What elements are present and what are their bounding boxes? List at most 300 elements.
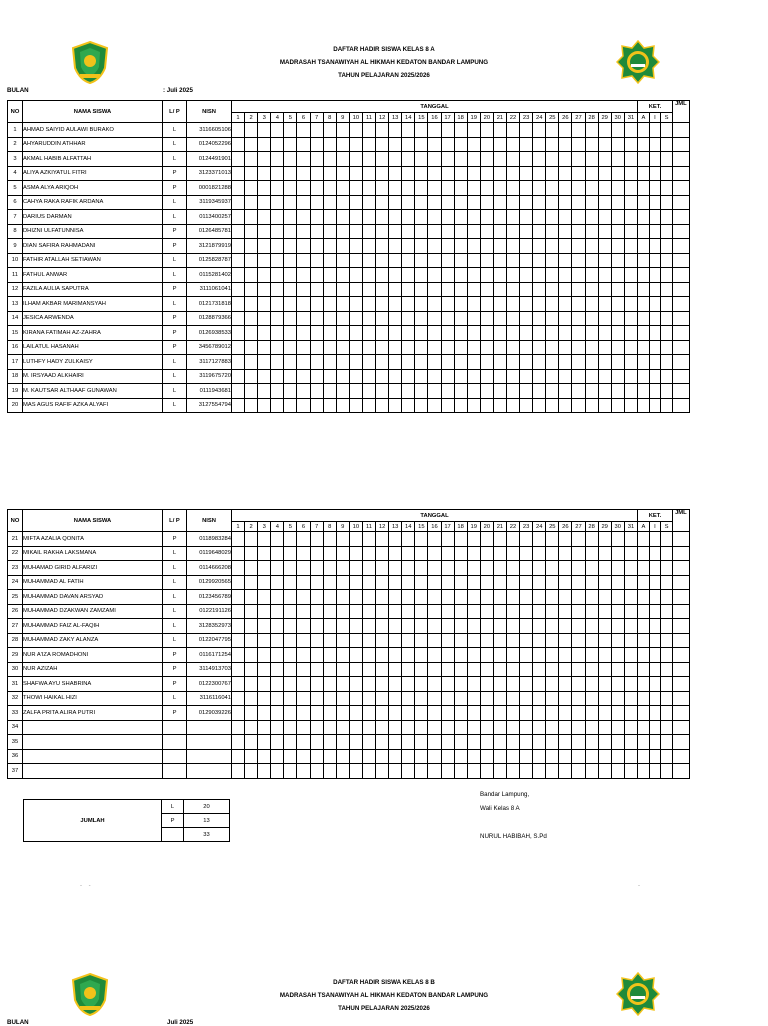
attendance-cell xyxy=(349,181,362,196)
attendance-cell xyxy=(310,123,323,138)
attendance-cell xyxy=(533,749,546,764)
ket-cell xyxy=(649,166,661,181)
attendance-cell xyxy=(336,239,349,254)
attendance-cell xyxy=(389,311,402,326)
attendance-cell xyxy=(480,706,493,721)
attendance-cell xyxy=(232,561,245,576)
attendance-cell xyxy=(362,282,375,297)
attendance-cell xyxy=(362,224,375,239)
attendance-cell xyxy=(415,311,428,326)
attendance-cell xyxy=(402,137,415,152)
attendance-cell xyxy=(232,735,245,750)
day-header-19: 19 xyxy=(467,522,480,532)
ket-cell xyxy=(638,123,650,138)
attendance-cell xyxy=(389,575,402,590)
attendance-cell xyxy=(336,282,349,297)
attendance-cell xyxy=(559,239,572,254)
day-header-22: 22 xyxy=(506,522,519,532)
student-name: NUR A'IZA ROMADHONI xyxy=(23,648,163,663)
attendance-cell xyxy=(428,604,441,619)
attendance-cell xyxy=(336,268,349,283)
attendance-cell xyxy=(624,181,637,196)
attendance-cell xyxy=(310,181,323,196)
attendance-cell xyxy=(585,355,598,370)
day-header-11: 11 xyxy=(362,522,375,532)
attendance-cell xyxy=(362,546,375,561)
student-name: FAZILA AULIA SAPUTRA xyxy=(23,282,163,297)
student-name: MIKAIL RAKHA LAKSMANA xyxy=(23,546,163,561)
attendance-cell xyxy=(258,268,271,283)
row-no: 34 xyxy=(8,720,23,735)
attendance-cell xyxy=(585,137,598,152)
attendance-cell xyxy=(271,239,284,254)
attendance-cell xyxy=(402,311,415,326)
attendance-cell xyxy=(284,369,297,384)
student-gender: P xyxy=(163,662,187,677)
student-gender xyxy=(163,764,187,779)
attendance-cell xyxy=(624,152,637,167)
attendance-cell xyxy=(546,123,559,138)
attendance-cell xyxy=(493,546,506,561)
attendance-cell xyxy=(467,340,480,355)
jml-cell xyxy=(672,253,689,268)
attendance-cell xyxy=(428,195,441,210)
attendance-cell xyxy=(506,648,519,663)
jml-cell xyxy=(672,546,689,561)
attendance-cell xyxy=(506,749,519,764)
attendance-cell xyxy=(480,123,493,138)
row-no: 27 xyxy=(8,619,23,634)
attendance-cell xyxy=(389,706,402,721)
attendance-cell xyxy=(454,355,467,370)
attendance-cell xyxy=(389,648,402,663)
attendance-cell xyxy=(310,677,323,692)
ket-cell xyxy=(638,181,650,196)
attendance-cell xyxy=(258,210,271,225)
attendance-cell xyxy=(493,326,506,341)
attendance-cell xyxy=(376,604,389,619)
attendance-cell xyxy=(232,398,245,413)
attendance-cell xyxy=(245,384,258,399)
attendance-cell xyxy=(271,355,284,370)
student-name: ILHAM AKBAR MARIMANSYAH xyxy=(23,297,163,312)
attendance-cell xyxy=(441,532,454,547)
attendance-cell xyxy=(559,532,572,547)
attendance-cell xyxy=(624,720,637,735)
attendance-cell xyxy=(376,619,389,634)
attendance-cell xyxy=(454,369,467,384)
attendance-cell xyxy=(454,735,467,750)
attendance-cell xyxy=(611,253,624,268)
attendance-cell xyxy=(336,210,349,225)
attendance-cell xyxy=(454,706,467,721)
attendance-cell xyxy=(245,575,258,590)
attendance-cell xyxy=(271,137,284,152)
attendance-cell xyxy=(572,326,585,341)
attendance-cell xyxy=(572,691,585,706)
col-ket: KET. xyxy=(638,510,673,522)
attendance-cell xyxy=(297,633,310,648)
attendance-cell xyxy=(402,604,415,619)
attendance-cell xyxy=(441,297,454,312)
row-no: 9 xyxy=(8,239,23,254)
student-name: MAS AGUS RAFIF AZKA ALYAFI xyxy=(23,398,163,413)
attendance-cell xyxy=(520,369,533,384)
doc-title: DAFTAR HADIR SISWA KELAS 8 A xyxy=(333,46,435,53)
day-header-23: 23 xyxy=(520,113,533,123)
student-nisn: 0121731818 xyxy=(187,297,232,312)
attendance-cell xyxy=(467,575,480,590)
student-gender: L xyxy=(163,123,187,138)
attendance-cell xyxy=(598,575,611,590)
attendance-cell xyxy=(624,648,637,663)
attendance-cell xyxy=(585,575,598,590)
attendance-cell xyxy=(611,166,624,181)
day-header-24: 24 xyxy=(533,522,546,532)
attendance-cell xyxy=(546,166,559,181)
attendance-cell xyxy=(349,590,362,605)
attendance-cell xyxy=(624,224,637,239)
attendance-cell xyxy=(245,662,258,677)
day-header-27: 27 xyxy=(572,522,585,532)
attendance-cell xyxy=(336,619,349,634)
jml-cell xyxy=(672,137,689,152)
attendance-cell xyxy=(572,764,585,779)
attendance-cell xyxy=(467,633,480,648)
day-header-2: 2 xyxy=(245,522,258,532)
attendance-cell xyxy=(271,662,284,677)
attendance-cell xyxy=(284,749,297,764)
attendance-cell xyxy=(506,210,519,225)
attendance-cell xyxy=(454,590,467,605)
col-ket: KET. xyxy=(638,101,673,113)
attendance-cell xyxy=(258,677,271,692)
attendance-cell xyxy=(415,224,428,239)
attendance-cell xyxy=(506,633,519,648)
attendance-cell xyxy=(297,210,310,225)
attendance-cell xyxy=(245,123,258,138)
attendance-cell xyxy=(493,166,506,181)
table-row xyxy=(8,137,690,152)
attendance-cell xyxy=(493,398,506,413)
attendance-cell xyxy=(506,706,519,721)
attendance-cell xyxy=(376,282,389,297)
ket-cell xyxy=(661,123,673,138)
ket-cell xyxy=(661,691,673,706)
month-value: : Juli 2025 xyxy=(163,87,193,94)
attendance-cell xyxy=(441,398,454,413)
attendance-cell xyxy=(297,282,310,297)
attendance-cell xyxy=(585,648,598,663)
student-name: M. KAUTSAR ALTHAAF GUNAWAN xyxy=(23,384,163,399)
attendance-cell xyxy=(349,575,362,590)
attendance-cell xyxy=(611,369,624,384)
page-mark-left: - - xyxy=(80,883,91,889)
attendance-cell xyxy=(493,123,506,138)
attendance-cell xyxy=(480,152,493,167)
attendance-cell xyxy=(310,720,323,735)
attendance-cell xyxy=(454,561,467,576)
attendance-cell xyxy=(598,239,611,254)
attendance-cell xyxy=(585,239,598,254)
attendance-cell xyxy=(310,575,323,590)
jml-cell xyxy=(672,355,689,370)
ket-cell xyxy=(638,677,650,692)
attendance-cell xyxy=(310,604,323,619)
attendance-cell xyxy=(415,648,428,663)
attendance-cell xyxy=(454,384,467,399)
table-row xyxy=(8,590,690,605)
attendance-cell xyxy=(611,764,624,779)
attendance-cell xyxy=(598,619,611,634)
attendance-cell xyxy=(559,561,572,576)
attendance-cell xyxy=(467,720,480,735)
attendance-cell xyxy=(454,604,467,619)
attendance-cell xyxy=(323,181,336,196)
attendance-cell xyxy=(402,749,415,764)
attendance-cell xyxy=(376,561,389,576)
row-no: 11 xyxy=(8,268,23,283)
attendance-cell xyxy=(480,253,493,268)
attendance-cell xyxy=(506,720,519,735)
student-nisn: 0118983284 xyxy=(187,532,232,547)
attendance-cell xyxy=(336,662,349,677)
attendance-cell xyxy=(336,532,349,547)
student-nisn: 3111061041 xyxy=(187,282,232,297)
student-gender: P xyxy=(163,181,187,196)
attendance-cell xyxy=(467,268,480,283)
attendance-cell xyxy=(428,224,441,239)
attendance-cell xyxy=(402,181,415,196)
attendance-cell xyxy=(245,648,258,663)
attendance-cell xyxy=(480,282,493,297)
attendance-cell xyxy=(533,181,546,196)
student-name: MUHAMMAD AL FATIH xyxy=(23,575,163,590)
attendance-cell xyxy=(245,268,258,283)
ket-cell xyxy=(638,268,650,283)
attendance-cell xyxy=(323,398,336,413)
ket-cell xyxy=(638,735,650,750)
attendance-cell xyxy=(323,764,336,779)
attendance-cell xyxy=(349,384,362,399)
attendance-cell xyxy=(297,735,310,750)
attendance-cell xyxy=(284,764,297,779)
attendance-cell xyxy=(258,648,271,663)
jml-cell xyxy=(672,590,689,605)
attendance-cell xyxy=(598,210,611,225)
table-row xyxy=(8,398,690,413)
col-gender: L/ P xyxy=(163,510,187,532)
attendance-cell xyxy=(441,575,454,590)
attendance-cell xyxy=(349,311,362,326)
attendance-cell xyxy=(480,210,493,225)
attendance-cell xyxy=(349,546,362,561)
attendance-cell xyxy=(572,297,585,312)
attendance-cell xyxy=(232,282,245,297)
attendance-cell xyxy=(506,546,519,561)
student-nisn: 3123371013 xyxy=(187,166,232,181)
attendance-cell xyxy=(611,633,624,648)
student-gender: P xyxy=(163,282,187,297)
attendance-cell xyxy=(611,282,624,297)
attendance-cell xyxy=(520,384,533,399)
student-gender: P xyxy=(163,326,187,341)
attendance-cell xyxy=(402,720,415,735)
attendance-cell xyxy=(428,340,441,355)
attendance-cell xyxy=(389,633,402,648)
jml-cell xyxy=(672,398,689,413)
attendance-cell xyxy=(598,706,611,721)
ket-cell xyxy=(649,123,661,138)
attendance-cell xyxy=(362,210,375,225)
attendance-cell xyxy=(349,195,362,210)
attendance-cell xyxy=(611,152,624,167)
attendance-cell xyxy=(297,619,310,634)
attendance-cell xyxy=(467,181,480,196)
attendance-cell xyxy=(284,648,297,663)
day-header-27: 27 xyxy=(572,113,585,123)
attendance-cell xyxy=(349,662,362,677)
attendance-cell xyxy=(415,195,428,210)
attendance-cell xyxy=(533,648,546,663)
attendance-cell xyxy=(467,123,480,138)
summary-table xyxy=(23,799,230,842)
table-row xyxy=(8,152,690,167)
col-nisn: NISN xyxy=(187,101,232,123)
attendance-cell xyxy=(389,398,402,413)
ket-cell xyxy=(661,326,673,341)
attendance-cell xyxy=(336,575,349,590)
student-gender: L xyxy=(163,691,187,706)
attendance-cell xyxy=(362,398,375,413)
attendance-cell xyxy=(520,677,533,692)
attendance-cell xyxy=(258,575,271,590)
attendance-cell xyxy=(428,633,441,648)
attendance-cell xyxy=(480,326,493,341)
attendance-cell xyxy=(585,691,598,706)
attendance-cell xyxy=(441,384,454,399)
attendance-cell xyxy=(467,619,480,634)
attendance-cell xyxy=(559,706,572,721)
attendance-cell xyxy=(349,268,362,283)
attendance-cell xyxy=(493,369,506,384)
attendance-cell xyxy=(441,137,454,152)
attendance-cell xyxy=(376,181,389,196)
jml-cell xyxy=(672,326,689,341)
signature-role: Wali Kelas 8 A xyxy=(480,805,520,812)
attendance-cell xyxy=(559,735,572,750)
attendance-cell xyxy=(402,384,415,399)
attendance-cell xyxy=(493,355,506,370)
row-no: 13 xyxy=(8,297,23,312)
attendance-cell xyxy=(598,384,611,399)
attendance-cell xyxy=(323,224,336,239)
attendance-cell xyxy=(506,590,519,605)
ket-cell xyxy=(661,735,673,750)
attendance-cell xyxy=(520,355,533,370)
attendance-cell xyxy=(585,749,598,764)
attendance-cell xyxy=(376,123,389,138)
attendance-cell xyxy=(533,224,546,239)
attendance-cell xyxy=(376,575,389,590)
attendance-cell xyxy=(271,691,284,706)
attendance-cell xyxy=(611,706,624,721)
attendance-cell xyxy=(362,561,375,576)
student-gender: L xyxy=(163,619,187,634)
attendance-cell xyxy=(467,137,480,152)
student-nisn: 3116116041 xyxy=(187,691,232,706)
student-nisn: 0128879366 xyxy=(187,311,232,326)
attendance-cell xyxy=(415,297,428,312)
attendance-cell xyxy=(415,384,428,399)
col-name: NAMA SISWA xyxy=(23,101,163,123)
attendance-cell xyxy=(441,546,454,561)
attendance-cell xyxy=(362,764,375,779)
attendance-cell xyxy=(297,355,310,370)
attendance-cell xyxy=(506,662,519,677)
attendance-cell xyxy=(323,575,336,590)
attendance-cell xyxy=(533,575,546,590)
student-nisn: 0129920565 xyxy=(187,575,232,590)
attendance-cell xyxy=(402,648,415,663)
day-header-31: 31 xyxy=(624,113,637,123)
attendance-cell xyxy=(336,604,349,619)
table-row xyxy=(8,268,690,283)
student-nisn: 0119648029 xyxy=(187,546,232,561)
attendance-cell xyxy=(376,384,389,399)
attendance-cell xyxy=(467,604,480,619)
ket-cell xyxy=(649,297,661,312)
attendance-cell xyxy=(402,735,415,750)
attendance-cell xyxy=(428,590,441,605)
attendance-cell xyxy=(454,764,467,779)
attendance-cell xyxy=(493,181,506,196)
attendance-cell xyxy=(467,210,480,225)
student-gender: P xyxy=(163,166,187,181)
attendance-cell xyxy=(284,691,297,706)
attendance-cell xyxy=(467,706,480,721)
attendance-cell xyxy=(546,210,559,225)
ket-cell xyxy=(638,398,650,413)
day-header-4: 4 xyxy=(271,522,284,532)
attendance-cell xyxy=(585,268,598,283)
attendance-cell xyxy=(506,369,519,384)
attendance-cell xyxy=(349,604,362,619)
jml-cell xyxy=(672,735,689,750)
ket-cell xyxy=(661,282,673,297)
attendance-cell xyxy=(362,648,375,663)
attendance-cell xyxy=(336,195,349,210)
jml-cell xyxy=(672,677,689,692)
attendance-cell xyxy=(506,123,519,138)
attendance-cell xyxy=(441,268,454,283)
attendance-cell xyxy=(480,398,493,413)
row-no: 2 xyxy=(8,137,23,152)
attendance-cell xyxy=(362,691,375,706)
attendance-cell xyxy=(402,590,415,605)
student-nisn: 0114666208 xyxy=(187,561,232,576)
table-row xyxy=(8,633,690,648)
attendance-cell xyxy=(467,282,480,297)
attendance-cell xyxy=(271,546,284,561)
attendance-cell xyxy=(310,166,323,181)
day-header-9: 9 xyxy=(336,113,349,123)
attendance-cell xyxy=(572,648,585,663)
attendance-cell xyxy=(323,662,336,677)
day-header-19: 19 xyxy=(467,113,480,123)
attendance-cell xyxy=(271,648,284,663)
attendance-cell xyxy=(611,532,624,547)
